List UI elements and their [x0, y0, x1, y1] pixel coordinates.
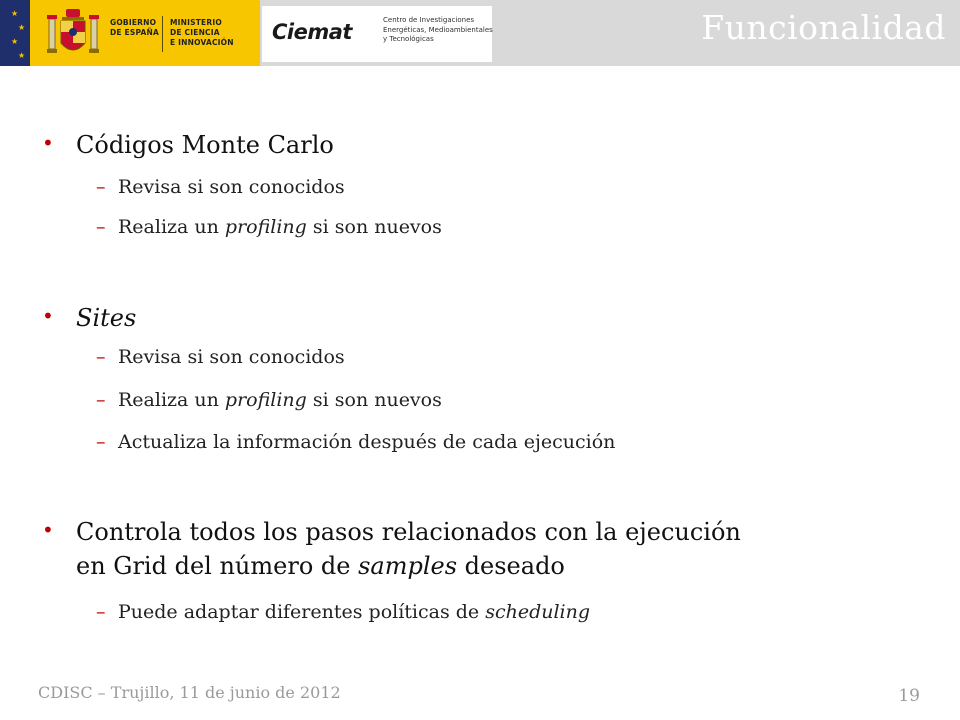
sub-item [96, 599, 591, 625]
sub-item-text: Revisa si son conocidos [118, 346, 345, 368]
sub-item-emphasis: scheduling [485, 601, 591, 623]
bullet-icon: • [42, 304, 54, 328]
slide-header [0, 0, 960, 66]
dash-icon: – [96, 216, 106, 238]
sub-item-prefix: Puede adaptar diferentes políticas de [118, 601, 486, 623]
ciemat-logo: Ciemat [272, 20, 352, 44]
footer-event: CDISC – Trujillo, 11 de junio de 2012 [38, 683, 341, 702]
sub-item-text: Revisa si son conocidos [118, 176, 345, 198]
ciemat-logo-box [262, 6, 492, 62]
bullet-text-line2-prefix: en Grid del número de [76, 552, 359, 580]
bullet-text: Sites [76, 304, 137, 332]
eu-flag-icon: ★ ★ ★ ★ [8, 0, 30, 66]
slide-title: Funcionalidad [701, 8, 946, 47]
sub-item-prefix: Realiza un [118, 389, 225, 411]
sub-item [96, 387, 442, 413]
bullet-item [42, 301, 137, 335]
bullet-text: Controla todos los pasos relacionados con la ejecución [76, 518, 741, 546]
bullet-icon: • [42, 518, 54, 542]
sub-item-emphasis: profiling [224, 389, 307, 411]
gov-text: GOBIERNO DE ESPAÑA [110, 18, 159, 37]
government-logo [30, 0, 260, 66]
ciemat-subtitle: Centro de Investigaciones Energéticas, Medioambientales y Tecnológicas [383, 16, 493, 43]
bullet-item [42, 515, 741, 583]
sub-item [96, 214, 442, 240]
dash-icon: – [96, 176, 106, 198]
bullet-text: Códigos Monte Carlo [76, 131, 334, 159]
bullet-item [42, 128, 334, 162]
bullet-icon: • [42, 131, 54, 155]
red-stripe [0, 0, 8, 66]
page-number: 19 [898, 686, 920, 706]
dash-icon: – [96, 346, 106, 368]
ministry-text: MINISTERIO DE CIENCIA E INNOVACIÓN [170, 18, 234, 47]
sub-item-emphasis: profiling [224, 216, 307, 238]
sub-item-text: Actualiza la información después de cada ejecución [118, 431, 616, 453]
dash-icon: – [96, 431, 106, 453]
sub-item [96, 174, 345, 200]
bullet-text-emphasis: samples [358, 552, 458, 580]
sub-item-suffix: si son nuevos [306, 216, 442, 238]
sub-item-prefix: Realiza un [118, 216, 225, 238]
sub-item [96, 429, 616, 455]
spain-coat-of-arms-icon [44, 7, 102, 59]
divider [162, 16, 163, 52]
sub-item-suffix: si son nuevos [306, 389, 442, 411]
sub-item [96, 344, 345, 370]
dash-icon: – [96, 389, 106, 411]
dash-icon: – [96, 601, 106, 623]
bullet-text-line2-suffix: deseado [457, 552, 565, 580]
